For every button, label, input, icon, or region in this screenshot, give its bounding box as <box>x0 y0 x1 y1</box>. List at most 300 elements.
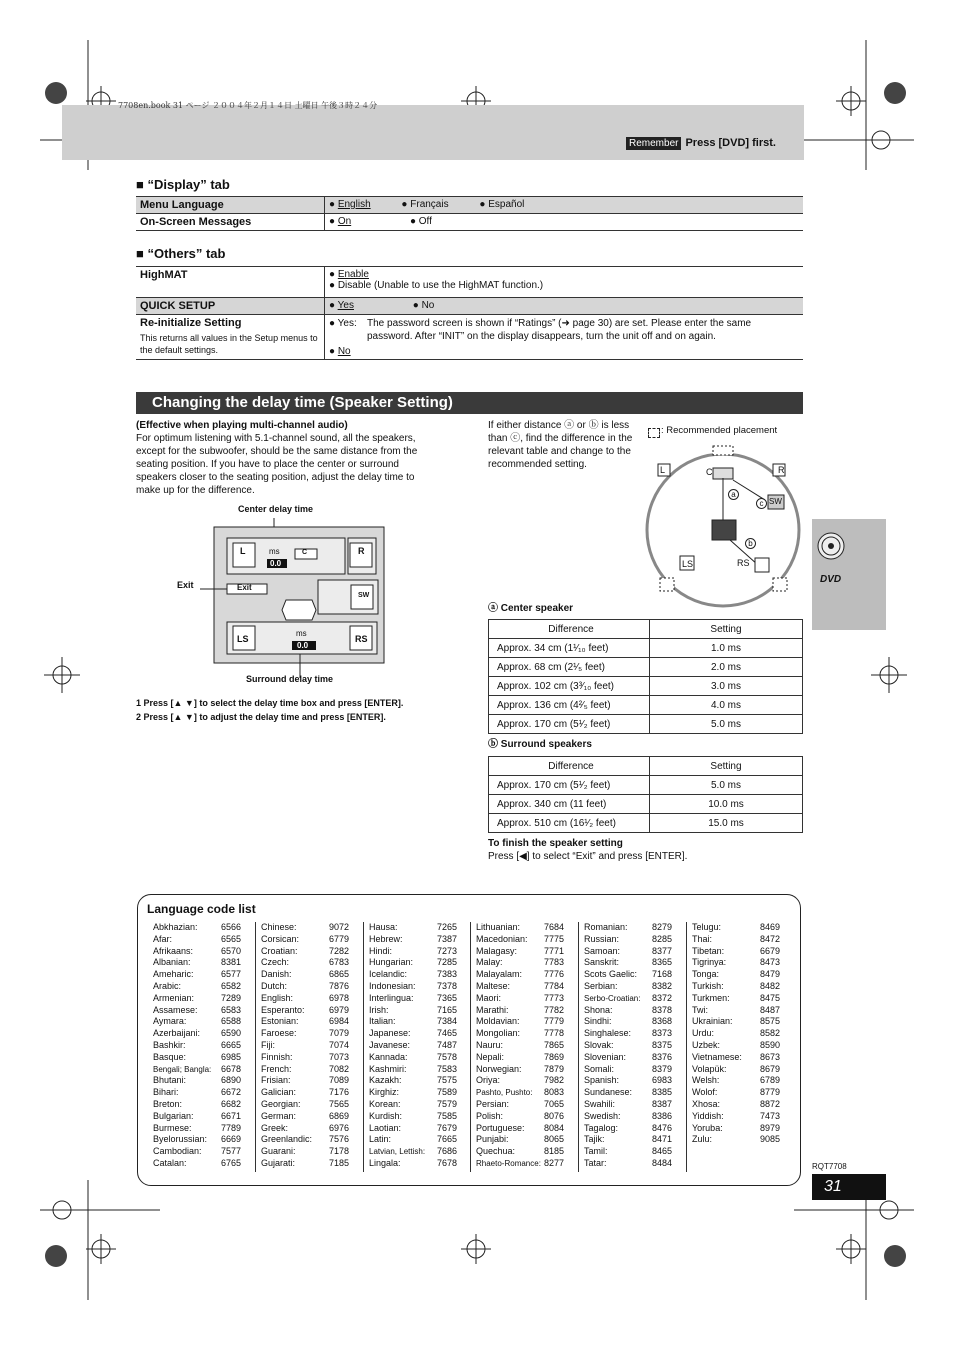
language-code: 7165 <box>436 1004 457 1015</box>
list-item <box>261 1064 349 1076</box>
option-enable: Enable <box>337 269 369 280</box>
osd-label: On-Screen Messages <box>136 214 325 231</box>
right-intro: If either distance ⓐ or ⓑ is less than ⓒ, find the difference in the relevant table and change to the recommended setting. <box>488 420 633 470</box>
language-code: 8375 <box>651 1039 672 1050</box>
list-item <box>692 1087 780 1099</box>
language-column <box>153 922 241 1170</box>
list-item <box>476 993 564 1005</box>
list-item <box>153 1052 241 1064</box>
language-name: Quechua: <box>476 1146 516 1157</box>
list-item <box>153 1134 241 1146</box>
language-name: Shona: <box>584 1004 613 1015</box>
list-item <box>153 1123 241 1135</box>
list-item <box>584 957 672 969</box>
list-item <box>692 1052 780 1064</box>
language-name: Abkhazian: <box>153 922 198 932</box>
delay-screen-diagram <box>170 512 400 687</box>
screen-LS: LS <box>237 634 249 644</box>
language-code: 8479 <box>759 969 780 980</box>
language-code: 6679 <box>759 945 780 956</box>
language-code: 7773 <box>543 992 564 1003</box>
language-code: 7679 <box>436 1122 457 1133</box>
list-item <box>476 922 564 934</box>
language-code: 6672 <box>220 1087 241 1098</box>
language-name: Armenian: <box>153 992 195 1003</box>
list-item <box>153 957 241 969</box>
language-name: Faroese: <box>261 1028 297 1039</box>
language-name: Yoruba: <box>692 1122 723 1133</box>
table-row <box>489 757 803 776</box>
language-name: Bengali; Bangla: <box>153 1064 212 1074</box>
language-code: 6978 <box>328 992 349 1003</box>
table-header-cell: Setting <box>650 757 803 776</box>
list-item <box>476 1052 564 1064</box>
language-code: 8185 <box>543 1146 564 1157</box>
language-code: 8575 <box>759 1016 780 1027</box>
list-item <box>476 1016 564 1028</box>
language-code: 8471 <box>651 1134 672 1145</box>
language-code: 7378 <box>436 980 457 991</box>
table-header-cell: Difference <box>489 620 650 639</box>
language-code: 7465 <box>436 1028 457 1039</box>
list-item <box>476 946 564 958</box>
language-column <box>369 922 457 1170</box>
table-row <box>489 677 803 696</box>
step-1: 1 Press [▲ ▼] to select the delay time box and press [ENTER]. <box>136 698 404 708</box>
language-code: 7589 <box>436 1087 457 1098</box>
display-tab-heading: ■ “Display” tab <box>136 177 230 192</box>
list-item <box>584 1099 672 1111</box>
list-item <box>261 1028 349 1040</box>
list-item <box>153 1087 241 1099</box>
recommended-legend: : Recommended placement <box>661 425 778 436</box>
language-name: Tatar: <box>584 1157 607 1168</box>
table-row <box>489 658 803 677</box>
list-item <box>476 1040 564 1052</box>
language-name: Punjabi: <box>476 1134 509 1145</box>
list-item <box>584 934 672 946</box>
list-item <box>692 969 780 981</box>
diagram-LS: LS <box>682 559 694 569</box>
list-item <box>261 981 349 993</box>
page-number: 31 <box>812 1174 886 1200</box>
language-code: 8387 <box>651 1098 672 1109</box>
language-name: Turkmen: <box>692 992 730 1003</box>
table-cell: 3.0 ms <box>650 677 803 696</box>
language-code: 7082 <box>328 1063 349 1074</box>
language-code: 7686 <box>436 1146 457 1157</box>
language-code: 6665 <box>220 1039 241 1050</box>
osd-options: ● On ● Off <box>325 214 804 231</box>
list-item <box>584 1087 672 1099</box>
language-name: Burmese: <box>153 1122 192 1133</box>
language-name: Afar: <box>153 933 173 944</box>
language-code: 7678 <box>436 1157 457 1168</box>
language-code: 7579 <box>436 1098 457 1109</box>
screen-center-value: 0.0 <box>270 559 282 568</box>
list-item <box>476 1099 564 1111</box>
language-name: Cambodian: <box>153 1146 202 1157</box>
table-cell: Approx. 102 cm (3³⁄₁₀ feet) <box>489 677 650 696</box>
language-name: Hindi: <box>369 945 393 956</box>
list-item <box>584 1146 672 1158</box>
list-item <box>369 1040 457 1052</box>
list-item <box>369 1028 457 1040</box>
others-tab-table <box>136 266 803 360</box>
list-item <box>153 1028 241 1040</box>
language-code: 9072 <box>328 922 349 932</box>
language-code: 7383 <box>436 969 457 980</box>
list-item <box>153 1040 241 1052</box>
speaker-subhead: (Effective when playing multi-channel audio) <box>136 420 348 431</box>
list-item <box>369 957 457 969</box>
language-code: 6590 <box>220 1028 241 1039</box>
language-code: 7282 <box>328 945 349 956</box>
language-name: Aymara: <box>153 1016 187 1027</box>
language-code: 8472 <box>759 933 780 944</box>
language-name: Korean: <box>369 1098 401 1109</box>
language-code: 8779 <box>759 1087 780 1098</box>
language-name: Pashto, Pushto: <box>476 1088 533 1098</box>
language-name: Dutch: <box>261 980 288 991</box>
list-item <box>261 934 349 946</box>
language-name: Corsican: <box>261 933 300 944</box>
list-item <box>261 1075 349 1087</box>
disc-icon <box>816 526 848 566</box>
language-name: Javanese: <box>369 1039 411 1050</box>
list-item <box>692 993 780 1005</box>
language-name: Tigrinya: <box>692 957 727 968</box>
list-item <box>584 1005 672 1017</box>
language-code: 8373 <box>651 1028 672 1039</box>
list-item <box>261 993 349 1005</box>
language-name: Macedonian: <box>476 933 528 944</box>
language-code: 7665 <box>436 1134 457 1145</box>
language-name: Catalan: <box>153 1157 187 1168</box>
language-code: 8084 <box>543 1122 564 1133</box>
list-item <box>261 1111 349 1123</box>
language-code: 8385 <box>651 1087 672 1098</box>
language-code: 6983 <box>651 1075 672 1086</box>
dvd-label: DVD <box>820 574 842 585</box>
language-code: 6582 <box>220 980 241 991</box>
language-code: 8386 <box>651 1110 672 1121</box>
language-column <box>476 922 564 1170</box>
language-name: Tagalog: <box>584 1122 619 1133</box>
table-row <box>489 639 803 658</box>
list-item <box>692 1064 780 1076</box>
language-code: 6669 <box>220 1134 241 1145</box>
column-divider <box>470 922 471 1172</box>
language-name: Welsh: <box>692 1075 720 1086</box>
table-cell: Approx. 68 cm (2¹⁄₅ feet) <box>489 658 650 677</box>
language-code: 8285 <box>651 933 672 944</box>
remember-note <box>626 137 776 149</box>
table-cell: Approx. 170 cm (5¹⁄₂ feet) <box>489 715 650 734</box>
language-name: Bulgarian: <box>153 1110 194 1121</box>
column-divider <box>363 922 364 1172</box>
language-name: Maltese: <box>476 980 511 991</box>
table-row <box>489 795 803 814</box>
language-name: Albanian: <box>153 957 191 968</box>
language-code: 8065 <box>543 1134 564 1145</box>
screen-surround-value: 0.0 <box>297 641 309 650</box>
language-name: Scots Gaelic: <box>584 969 638 980</box>
option-yes: Yes <box>337 300 354 311</box>
language-name: Swedish: <box>584 1110 621 1121</box>
table-cell: Approx. 510 cm (16¹⁄₂ feet) <box>489 814 650 833</box>
column-divider <box>578 922 579 1172</box>
surround-table-title: ⓑ Surround speakers <box>488 739 592 750</box>
language-code: 6565 <box>220 933 241 944</box>
language-code: 8382 <box>651 980 672 991</box>
language-name: Zulu: <box>692 1134 713 1145</box>
list-item <box>476 1028 564 1040</box>
recommended-icon <box>648 428 660 438</box>
table-cell: 5.0 ms <box>650 715 803 734</box>
language-name: Malagasy: <box>476 945 518 956</box>
language-name: Chinese: <box>261 922 297 932</box>
list-item <box>261 1005 349 1017</box>
language-code: 7778 <box>543 1028 564 1039</box>
table-cell: Approx. 34 cm (1¹⁄₁₀ feet) <box>489 639 650 658</box>
language-code: 7565 <box>328 1098 349 1109</box>
language-name: Breton: <box>153 1098 183 1109</box>
language-name: Czech: <box>261 957 290 968</box>
table-row <box>136 298 803 315</box>
option-off: Off <box>418 216 432 227</box>
menu-language-options: ● English ● Français ● Español <box>325 197 804 214</box>
language-name: Japanese: <box>369 1028 411 1039</box>
screen-L: L <box>240 546 246 556</box>
language-name: Portuguese: <box>476 1122 525 1133</box>
language-code: 6783 <box>328 957 349 968</box>
table-row <box>136 197 803 214</box>
reinit-desc: This returns all values in the Setup menus to the default settings. <box>140 333 318 355</box>
list-item <box>153 922 241 934</box>
language-code: 7176 <box>328 1087 349 1098</box>
table-cell: 10.0 ms <box>650 795 803 814</box>
list-item <box>692 1123 780 1135</box>
others-tab-heading: ■ “Others” tab <box>136 246 226 261</box>
language-name: Assamese: <box>153 1004 198 1015</box>
language-code: 8376 <box>651 1051 672 1062</box>
language-name: Bhutani: <box>153 1075 187 1086</box>
reinit-options: ● Yes: The password screen is shown if “Ratings” (➜ page 30) are set. Please enter the same password. After “INIT” on the display disappears, turn the unit off and on again. ● No <box>325 315 804 360</box>
surround-delay-label: Surround delay time <box>246 674 334 684</box>
finish-text: Press [◀] to select “Exit” and press [ENTER]. <box>488 851 688 862</box>
language-name: Kannada: <box>369 1051 408 1062</box>
language-name: Croatian: <box>261 945 298 956</box>
column-divider <box>255 922 256 1172</box>
table-row <box>489 620 803 639</box>
diagram-a: a <box>728 489 739 500</box>
language-name: Tonga: <box>692 969 720 980</box>
list-item <box>369 1123 457 1135</box>
language-name: Gujarati: <box>261 1157 296 1168</box>
table-header-cell: Setting <box>650 620 803 639</box>
language-name: Frisian: <box>261 1075 291 1086</box>
language-name: Uzbek: <box>692 1039 721 1050</box>
list-item <box>369 1005 457 1017</box>
list-item <box>692 1005 780 1017</box>
list-item <box>261 1052 349 1064</box>
table-row <box>489 776 803 795</box>
list-item <box>261 1146 349 1158</box>
exit-label: Exit <box>177 580 194 590</box>
language-code: 6570 <box>220 945 241 956</box>
language-name: Tibetan: <box>692 945 725 956</box>
table-cell: Approx. 170 cm (5¹⁄₂ feet) <box>489 776 650 795</box>
list-item <box>584 946 672 958</box>
language-name: Latin: <box>369 1134 392 1145</box>
list-item <box>692 1028 780 1040</box>
language-name: Serbo-Croatian: <box>584 993 641 1003</box>
option-on: On <box>337 216 352 227</box>
language-name: Lingala: <box>369 1157 401 1168</box>
language-name: Kazakh: <box>369 1075 402 1086</box>
language-name: Serbian: <box>584 980 618 991</box>
screen-R: R <box>358 546 365 556</box>
diagram-L: L <box>660 465 666 475</box>
language-code: 6682 <box>220 1098 241 1109</box>
document-code: RQT7708 <box>812 1162 847 1171</box>
list-item <box>261 1123 349 1135</box>
list-item <box>369 1016 457 1028</box>
language-code: 6865 <box>328 969 349 980</box>
language-code: 8379 <box>651 1063 672 1074</box>
list-item <box>584 969 672 981</box>
list-item <box>261 969 349 981</box>
language-code: 7365 <box>436 992 457 1003</box>
reinit-yes-label: Yes: <box>337 318 357 329</box>
language-name: Bihari: <box>153 1087 179 1098</box>
list-item <box>369 1075 457 1087</box>
list-item <box>369 1087 457 1099</box>
table-cell: Approx. 136 cm (4²⁄₅ feet) <box>489 696 650 715</box>
list-item <box>476 1075 564 1087</box>
table-row <box>489 715 803 734</box>
language-code: 8582 <box>759 1028 780 1039</box>
list-item <box>692 981 780 993</box>
list-item <box>369 922 457 934</box>
language-name: Norwegian: <box>476 1063 522 1074</box>
display-tab-table <box>136 196 803 231</box>
language-code: 6588 <box>220 1016 241 1027</box>
list-item <box>153 1064 241 1076</box>
list-item <box>692 1016 780 1028</box>
diagram-b: b <box>745 538 756 549</box>
language-code: 7387 <box>436 933 457 944</box>
language-name: Bashkir: <box>153 1039 186 1050</box>
list-item <box>369 1134 457 1146</box>
language-code: 7784 <box>543 980 564 991</box>
list-item <box>153 981 241 993</box>
list-item <box>369 946 457 958</box>
language-code: 7185 <box>328 1157 349 1168</box>
language-name: Interlingua: <box>369 992 414 1003</box>
language-code: 7789 <box>220 1122 241 1133</box>
language-name: Afrikaans: <box>153 945 194 956</box>
language-name: German: <box>261 1110 297 1121</box>
language-name: Laotian: <box>369 1122 402 1133</box>
center-table-title: ⓐ Center speaker <box>488 603 574 614</box>
language-code: 7771 <box>543 945 564 956</box>
language-name: Nauru: <box>476 1039 504 1050</box>
screen-SW: SW <box>358 592 370 599</box>
list-item <box>476 957 564 969</box>
speaker-setting-banner: Changing the delay time (Speaker Setting) <box>136 392 803 414</box>
list-item <box>584 1123 672 1135</box>
list-item <box>692 922 780 934</box>
language-code: 7775 <box>543 933 564 944</box>
list-item <box>476 1087 564 1099</box>
quick-setup-label: QUICK SETUP <box>136 298 325 315</box>
list-item <box>476 981 564 993</box>
language-name: Malay: <box>476 957 503 968</box>
language-code: 7079 <box>328 1028 349 1039</box>
language-name: Galician: <box>261 1087 297 1098</box>
language-code: 7074 <box>328 1039 349 1050</box>
language-code: 9085 <box>759 1134 780 1145</box>
language-code: 8377 <box>651 945 672 956</box>
language-code: 6789 <box>759 1075 780 1086</box>
language-code: 7473 <box>759 1110 780 1121</box>
header-band <box>62 105 804 160</box>
language-name: Basque: <box>153 1051 187 1062</box>
list-item <box>153 993 241 1005</box>
option-english: English <box>337 199 371 210</box>
language-code: 7779 <box>543 1016 564 1027</box>
list-item <box>584 1052 672 1064</box>
reinit-no: No <box>337 346 351 357</box>
list-item <box>584 1111 672 1123</box>
table-cell: 1.0 ms <box>650 639 803 658</box>
table-cell: 2.0 ms <box>650 658 803 677</box>
list-item <box>584 981 672 993</box>
language-name: Xhosa: <box>692 1098 721 1109</box>
language-code: 6890 <box>220 1075 241 1086</box>
language-code: 8368 <box>651 1016 672 1027</box>
language-code-title: Language code list <box>147 902 256 916</box>
language-code: 8476 <box>651 1122 672 1133</box>
language-code: 7168 <box>651 969 672 980</box>
language-code: 6976 <box>328 1122 349 1133</box>
language-code: 8279 <box>651 922 672 932</box>
language-code: 8365 <box>651 957 672 968</box>
language-name: Indonesian: <box>369 980 416 991</box>
language-name: Hausa: <box>369 922 398 932</box>
language-name: Mongolian: <box>476 1028 521 1039</box>
language-code: 7583 <box>436 1063 457 1074</box>
language-name: Russian: <box>584 933 620 944</box>
list-item <box>692 957 780 969</box>
language-code: 7783 <box>543 957 564 968</box>
speaker-intro: For optimum listening with 5.1-channel sound, all the speakers, except for the subwoofer, should be the same distance from the seating position. If you have to place the center or surround speakers closer to the seating position, adjust the delay time to make up for the difference. <box>136 433 418 496</box>
surround-speaker-table <box>488 756 803 833</box>
language-name: Nepali: <box>476 1051 505 1062</box>
language-code: 6765 <box>220 1157 241 1168</box>
language-code: 8979 <box>759 1122 780 1133</box>
list-item <box>153 1075 241 1087</box>
list-item <box>584 922 672 934</box>
table-row <box>136 267 803 298</box>
list-item <box>476 1146 564 1158</box>
language-code: 7285 <box>436 957 457 968</box>
language-name: Yiddish: <box>692 1110 724 1121</box>
language-name: Slovenian: <box>584 1051 627 1062</box>
language-name: Marathi: <box>476 1004 509 1015</box>
